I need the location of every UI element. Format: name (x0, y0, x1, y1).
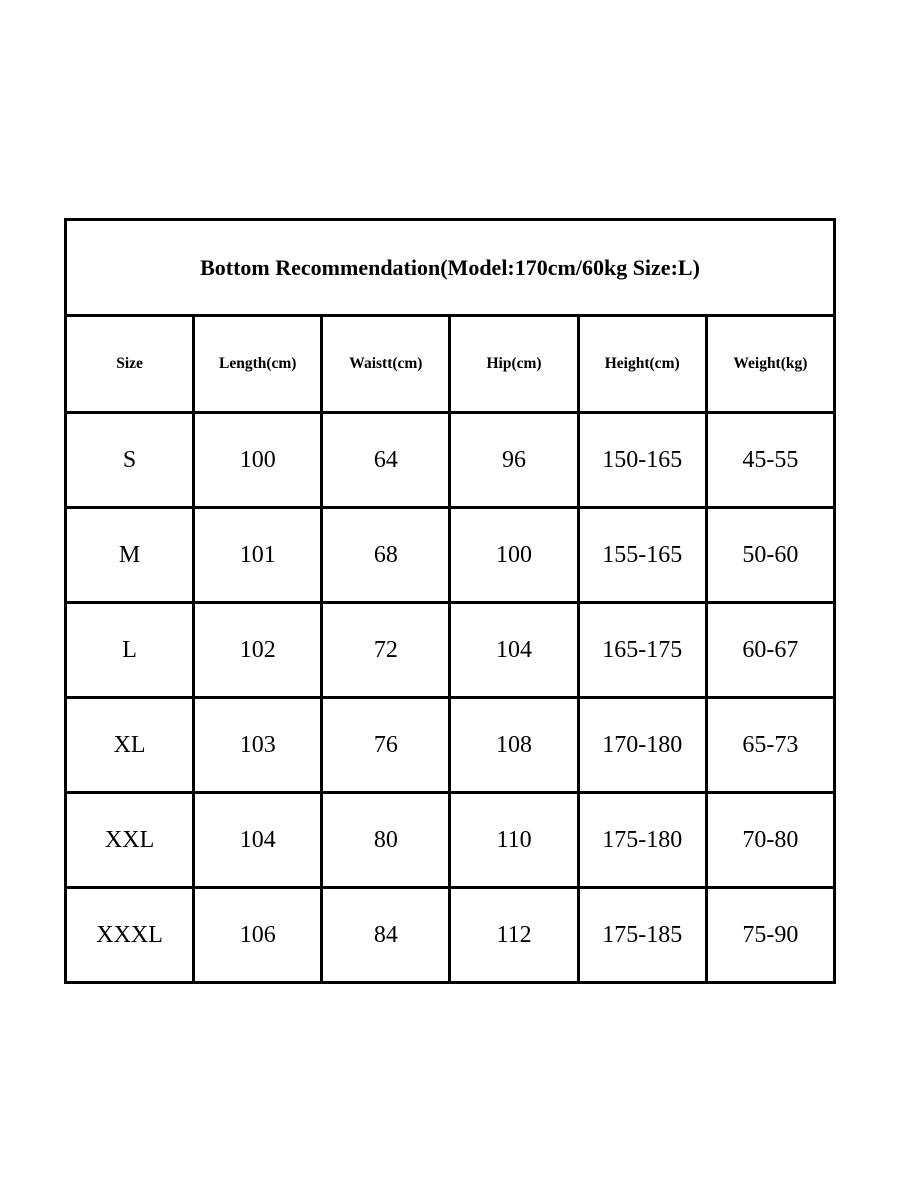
column-header-hip: Hip(cm) (450, 316, 578, 413)
table-cell: 101 (194, 508, 322, 603)
table-cell: 108 (450, 698, 578, 793)
table-cell: 65-73 (706, 698, 834, 793)
table-cell: 104 (450, 603, 578, 698)
column-header-size: Size (66, 316, 194, 413)
table-cell: L (66, 603, 194, 698)
table-cell: 106 (194, 888, 322, 983)
table-cell: 64 (322, 413, 450, 508)
table-cell: 155-165 (578, 508, 706, 603)
table-row (66, 888, 835, 983)
table-cell: XXL (66, 793, 194, 888)
table-cell: 70-80 (706, 793, 834, 888)
table-cell: XXXL (66, 888, 194, 983)
table-cell: 45-55 (706, 413, 834, 508)
table-cell: 165-175 (578, 603, 706, 698)
column-header-length: Length(cm) (194, 316, 322, 413)
table-row (66, 793, 835, 888)
header-row (66, 316, 835, 413)
table-row (66, 698, 835, 793)
table-cell: 112 (450, 888, 578, 983)
table-cell: 100 (194, 413, 322, 508)
table-cell: 150-165 (578, 413, 706, 508)
table-cell: 72 (322, 603, 450, 698)
table-cell: 80 (322, 793, 450, 888)
table-cell: XL (66, 698, 194, 793)
table-cell: 170-180 (578, 698, 706, 793)
table-cell: 84 (322, 888, 450, 983)
column-header-height: Height(cm) (578, 316, 706, 413)
table-row (66, 603, 835, 698)
size-chart-table (64, 218, 836, 984)
table-cell: 76 (322, 698, 450, 793)
table-cell: 175-180 (578, 793, 706, 888)
table-cell: 102 (194, 603, 322, 698)
table-row (66, 413, 835, 508)
table-cell: S (66, 413, 194, 508)
table-cell: 175-185 (578, 888, 706, 983)
table-cell: 50-60 (706, 508, 834, 603)
table-cell: 100 (450, 508, 578, 603)
table-title: Bottom Recommendation(Model:170cm/60kg Size:L) (66, 220, 835, 316)
table-cell: 96 (450, 413, 578, 508)
table-cell: 68 (322, 508, 450, 603)
table-cell: 110 (450, 793, 578, 888)
table-cell: 103 (194, 698, 322, 793)
table-cell: 75-90 (706, 888, 834, 983)
table-cell: M (66, 508, 194, 603)
table-cell: 60-67 (706, 603, 834, 698)
table-cell: 104 (194, 793, 322, 888)
column-header-weight: Weight(kg) (706, 316, 834, 413)
title-row (66, 220, 835, 316)
column-header-waist: Waistt(cm) (322, 316, 450, 413)
table-row (66, 508, 835, 603)
